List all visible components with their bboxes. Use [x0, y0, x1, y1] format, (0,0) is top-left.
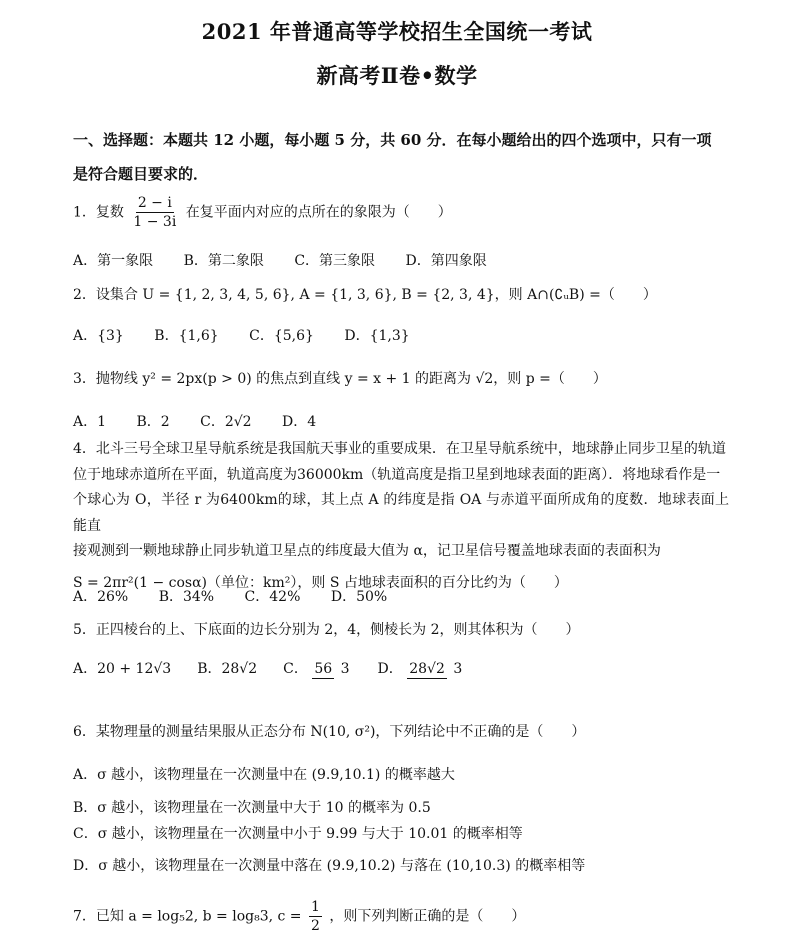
question-5: 5．正四棱台的上、下底面的边长分别为 2，4，侧棱长为 2，则其体积为（ ）: [73, 622, 580, 638]
q4-line: 个球心为 O，半径 r 为6400km的球，其上点 A 的纬度是指 OA 与赤道平面所成角的度数．地球表面上能直: [73, 492, 729, 534]
q4-line: 接观测到一颗地球静止同步轨道卫星点的纬度最大值为 α，记卫星信号覆盖地球表面的表面积为: [73, 543, 661, 559]
q1-suffix: 在复平面内对应的点所在的象限为（ ）: [185, 204, 452, 221]
q7-fraction-numerator: 1: [310, 899, 320, 915]
q5-option-d-label: D．: [377, 661, 403, 677]
q4-line: 4．北斗三号全球卫星导航系统是我国航天事业的重要成果．在卫星导航系统中，地球静止同步卫星的轨道: [73, 441, 726, 457]
question-3: 3．抛物线 y² = 2px(p > 0) 的焦点到直线 y = x + 1 的距离为 √2，则 p =（ ）: [73, 371, 607, 387]
q5-option-c-label: C．: [283, 661, 308, 677]
q2-option-b: B．{1,6}: [154, 328, 219, 344]
q1-fraction-denominator: 1 − 3i: [133, 214, 177, 230]
question-7: [73, 898, 525, 935]
question-2: 2．设集合 U = {1, 2, 3, 4, 5, 6}, A = {1, 3, 6}, B = {2, 3, 4}，则 A∩(∁ᵤB) =（ ）: [73, 287, 657, 303]
q1-fraction: [131, 194, 178, 231]
q6-option-b: B．σ 越小，该物理量在一次测量中大于 10 的概率为 0.5: [73, 800, 431, 816]
q4-options: [73, 586, 413, 606]
q3-option-c: C．2√2: [200, 414, 252, 430]
q3-option-b: B．2: [136, 414, 170, 430]
question-4: [73, 437, 729, 596]
q1-fraction-numerator: 2 − i: [137, 195, 172, 211]
q4-option-b: B．34%: [158, 589, 215, 605]
q1-option-d: D．第四象限: [405, 253, 487, 269]
q6-option-d: D．σ 越小，该物理量在一次测量中落在 (9.9,10.2) 与落在 (10,10.3) 的概率相等: [73, 858, 586, 874]
q2-options: [73, 325, 436, 345]
question-1: [73, 194, 452, 231]
q3-options: [73, 411, 342, 431]
q5-d-denominator: 3: [453, 660, 463, 677]
q7-suffix: ，则下列判断正确的是（ ）: [329, 908, 526, 925]
q5-d-numerator: 28√2: [409, 660, 445, 677]
q5-option-a: A．20 + 12√3: [73, 661, 172, 678]
section-heading-line2: 是符合题目要求的．: [73, 165, 209, 183]
q3-option-a: A．1: [73, 414, 107, 430]
q2-option-c: C．{5,6}: [249, 328, 314, 344]
document-title: 2021 年普通高等学校招生全国统一考试: [201, 19, 593, 44]
q7-fraction: [309, 898, 322, 935]
q2-option-d: D．{1,3}: [344, 328, 410, 344]
q5-option-b: B．28√2: [197, 661, 258, 678]
q5-options: [73, 658, 490, 679]
q4-option-c: C．42%: [244, 589, 301, 605]
q3-option-d: D．4: [282, 414, 317, 430]
q1-option-a: A．第一象限: [73, 253, 154, 269]
section-heading-line1: 一、选择题：本题共 12 小题，每小题 5 分，共 60 分．在每小题给出的四个选项中，只有一项: [73, 131, 712, 149]
q5-c-denominator: 3: [340, 660, 350, 677]
q4-option-a: A．26%: [73, 589, 129, 605]
q4-line: S = 2πr²(1 − cosα)（单位：km²），则 S 占地球表面积的百分比约为（ ）: [73, 574, 568, 591]
q4-line: 位于地球赤道所在平面，轨道高度为36000km（轨道高度是指卫星到地球表面的距离）．将地球看作是一: [73, 466, 721, 483]
q1-option-b: B．第二象限: [183, 253, 264, 269]
q5-option-c-fraction: [312, 660, 351, 679]
q1-options: [73, 250, 513, 270]
q5-option-d: [378, 658, 465, 679]
q5-option-c: [283, 658, 351, 679]
q1-option-c: C．第三象限: [294, 253, 376, 269]
document-subtitle: 新高考Ⅱ卷•数学: [316, 63, 478, 88]
q7-fraction-denominator: 2: [310, 918, 320, 934]
q7-prefix: 7．已知 a = log₅2, b = log₈3, c =: [73, 908, 302, 925]
q5-option-d-fraction: [407, 660, 464, 679]
q2-option-a: A．{3}: [73, 328, 124, 344]
question-6: 6．某物理量的测量结果服从正态分布 N(10, σ²)，下列结论中不正确的是（ ）: [73, 724, 586, 740]
q4-option-d: D．50%: [330, 589, 388, 605]
q1-prefix: 1．复数: [73, 204, 124, 221]
q6-option-a: A．σ 越小，该物理量在一次测量中在 (9.9,10.1) 的概率越大: [73, 767, 455, 783]
q6-option-c: C．σ 越小，该物理量在一次测量中小于 9.99 与大于 10.01 的概率相等: [73, 826, 523, 842]
q5-c-numerator: 56: [314, 660, 333, 677]
